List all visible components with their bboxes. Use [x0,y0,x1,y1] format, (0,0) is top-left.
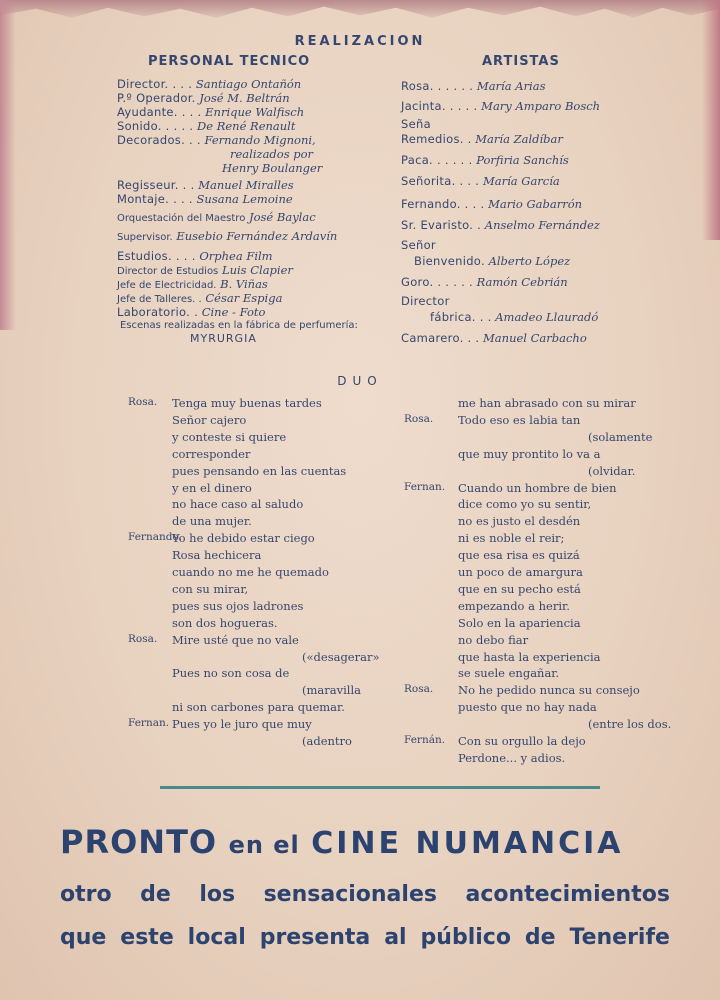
promo-pronto: PRONTO [60,823,218,861]
credit-laboratorio: Laboratorio. . Cine - Foto [117,305,266,319]
credit-jefe-electricidad: Jefe de Electricidad. B. Viñas [117,277,268,291]
duo-lyric-line: de una mujer. [172,514,252,529]
duo-lyric-line: Con su orgullo la dejo [458,734,586,748]
promo-word: sensacionales [263,882,437,907]
artist-remedios: Remedios. . María Zaldíbar [401,132,563,146]
artist-jacinta: Jacinta. . . . . Mary Amparo Bosch [401,99,601,113]
duo-speaker: Rosa. [128,396,158,408]
duo-lyric-line: ni son carbones para quemar. [172,700,345,715]
promo-word: Tenerife [569,925,670,950]
duo-lyric-line: que esa risa es quizá [458,548,580,563]
duo-lyric-line: no es justo el desdén [458,514,581,529]
promo-word: de [524,925,556,950]
promo-line-2 [60,882,670,907]
credit-operador: P.º Operador. José M. Beltrán [117,91,290,105]
promo-word: acontecimientos [465,882,670,907]
duo-lyric-line: Pues no son cosa de [172,666,290,681]
artist-senorita: Señorita. . . . María García [401,174,560,188]
column-title-artistas: ARTISTAS [482,54,560,69]
promo-word: que [60,925,107,950]
duo-lyric-line: corresponder [172,446,251,461]
duo-lyric-line: y en el dinero [172,480,252,495]
credit-director: Director. . . . Santiago Ontañón [117,77,302,91]
duo-lyric-line: me han abrasado con su mirar [458,396,636,410]
duo-lyric-line: («desagerar» [302,649,380,664]
duo-lyric-line: Mire usté que no vale [172,632,299,647]
duo-lyric-line: No he pedido nunca su consejo [458,683,640,698]
duo-speaker: Rosa. [404,683,434,696]
duo-lyric-line: ni es noble el reir; [458,531,565,546]
torn-top-edge [0,0,720,22]
promo-word: local [187,925,246,950]
artist-evaristo: Sr. Evaristo. . Anselmo Fernández [401,218,600,232]
duo-lyric-line: no hace caso al saludo [172,497,304,512]
escenas-name: MYRURGIA [190,332,257,345]
duo-lyric-line: (entre los dos. [588,717,672,732]
credit-montaje: Montaje. . . . Susana Lemoine [117,192,293,206]
duo-speaker: Fernan. [404,480,446,493]
section-title-realizacion: REALIZACION [294,34,426,49]
credit-supervisor: Supervisor. Eusebio Fernández Ardavín [117,229,338,243]
credit-decorados: Decorados. . . Fernando Mignoni, [117,133,316,147]
artist-fernando: Fernando. . . . Mario Gabarrón [401,197,583,211]
credit-jefe-talleres: Jefe de Talleres. . César Espiga [117,291,283,305]
credit-orquestacion: Orquestación del Maestro José Baylac [117,210,316,224]
artist-camarero: Camarero. . . Manuel Carbacho [401,331,587,345]
credit-sonido: Sonido. . . . . De René Renault [117,119,296,133]
duo-lyric-line: que muy prontito lo va a [458,446,601,461]
column-title-personal: PERSONAL TECNICO [148,54,311,69]
promo-word: presenta [259,925,371,950]
stained-left-edge [0,0,16,330]
duo-lyric-line: puesto que no hay nada [458,700,597,715]
duo-lyric-line: son dos hogueras. [172,615,278,630]
duo-lyric-line: (solamente [588,429,653,444]
duo-lyric-line: que en su pecho está [458,581,581,596]
artist-goro: Goro. . . . . . Ramón Cebrián [401,275,568,289]
duo-speaker: Fernando. [128,531,182,544]
artist-sena-label: Seña [401,117,431,131]
duo-speaker: Fernán. [404,734,446,746]
duo-lyric-line: cuando no me he quemado [172,565,329,579]
promo-word: al [384,925,407,950]
duo-lyric-line: (olvidar. [588,463,636,478]
promo-word: este [120,925,174,950]
duo-lyric-line: no debo fiar [458,632,529,647]
credit-estudios: Estudios. . . . Orphea Film [117,249,273,263]
credit-ayudante: Ayudante. . . . Enrique Walfisch [117,105,305,119]
duo-lyric-line: Rosa hechicera [172,548,262,563]
promo-headline [60,823,624,861]
divider-rule [160,786,600,789]
duo-lyric-line: Yo he debido estar ciego [172,531,315,546]
duo-lyric-line: Tenga muy buenas tardes [172,396,322,410]
duo-lyric-line: pues sus ojos ladrones [172,598,304,613]
duo-lyric-line: empezando a herir. [458,598,570,613]
duo-speaker: Rosa. [404,412,434,425]
promo-word: público [420,925,511,950]
credit-decorados-line3: Henry Boulanger [222,161,323,175]
duo-speaker: Rosa. [128,632,158,645]
duo-lyric-line: se suele engañar. [458,666,560,681]
duo-lyric-line: Cuando un hombre de bien [458,480,617,495]
escenas-line: Escenas realizadas en la fábrica de perfumería: [120,320,358,331]
duo-lyric-line: Todo eso es labia tan [458,412,581,427]
artist-director-fabrica: fábrica. . . Amadeo Llauradó [430,310,599,324]
duo-speaker: Fernan. [128,717,170,730]
artist-rosa: Rosa. . . . . . María Arias [401,79,546,93]
promo-word: los [199,882,236,907]
duo-lyric-line: pues pensando en las cuentas [172,463,347,478]
duo-lyric-line: un poco de amargura [458,565,583,579]
artist-senor-label: Señor [401,238,436,252]
artist-bienvenido: Bienvenido. Alberto López [414,254,571,268]
credit-regisseur: Regisseur. . . Manuel Miralles [117,178,294,192]
duo-lyric-line: (adentro [302,734,352,748]
promo-word: de [140,882,171,907]
credit-decorados-line2: realizados por [230,147,314,161]
credit-director-estudios: Director de Estudios Luis Clapier [117,263,293,277]
duo-lyric-line: y conteste si quiere [172,429,287,444]
artist-director-label: Director [401,294,450,308]
duo-lyric-line: dice como yo su sentir, [458,497,592,512]
promo-cine: CINE NUMANCIA [311,826,624,861]
artist-paca: Paca. . . . . . Porfiria Sanchís [401,153,569,167]
duo-lyric-line: Pues yo le juro que muy [172,717,312,732]
duo-title: DUO [337,374,383,388]
duo-lyric-line: con su mirar, [172,581,249,596]
duo-lyric-line: Señor cajero [172,412,247,427]
promo-line-3 [60,925,670,950]
promo-en-el: en el [228,831,300,859]
duo-lyric-line: que hasta la experiencia [458,649,601,664]
promo-word: otro [60,882,112,907]
duo-lyric-line: Perdone... y adios. [458,750,566,765]
duo-lyric-line: Solo en la apariencia [458,615,581,630]
duo-lyric-line: (maravilla [302,683,361,698]
